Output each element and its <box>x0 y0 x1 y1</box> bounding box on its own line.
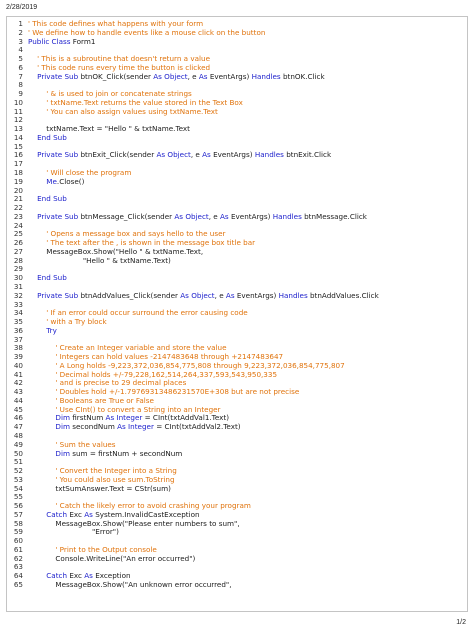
line-number: 62 <box>13 553 23 563</box>
code-text: txtSumAnswer.Text = CStr(sum) <box>28 483 171 493</box>
code-text <box>28 413 55 422</box>
line-number: 37 <box>13 334 23 344</box>
line-number: 42 <box>13 378 23 388</box>
code-text <box>28 238 46 247</box>
code-keyword: As Object <box>156 150 191 160</box>
line-number: 22 <box>13 203 23 213</box>
line-number: 35 <box>13 317 23 327</box>
code-comment: ' Create an Integer variable and store the value <box>55 343 227 353</box>
line-number: 59 <box>13 527 23 537</box>
line-number: 20 <box>13 185 23 195</box>
code-text <box>28 449 55 458</box>
line-number: 27 <box>13 246 23 256</box>
code-comment: ' Convert the Integer into a String <box>55 466 177 476</box>
code-text: MessageBox.Show("An unknown error occurred", <box>28 580 232 589</box>
line-number: 30 <box>13 273 23 283</box>
code-comment: ' with a Try block <box>46 317 107 327</box>
line-number: 32 <box>13 290 23 300</box>
code-line <box>7 38 467 47</box>
code-comment: ' Use CInt() to convert a String into an Integer <box>55 404 221 414</box>
code-text: btnOK.Click <box>280 71 325 81</box>
code-text <box>28 475 55 484</box>
code-comment: ' The text after the , is shown in the message box title bar <box>46 238 256 248</box>
code-keyword: Public Class <box>28 36 71 46</box>
code-line <box>7 213 467 222</box>
code-comment: ' Decimal holds +/-79,228,162,514,264,337,593,543,950,335 <box>55 369 278 379</box>
line-number: 38 <box>13 343 23 353</box>
code-keyword: As <box>84 509 93 519</box>
code-comment: ' This code runs every time the button is clicked <box>37 62 211 72</box>
code-text <box>28 63 37 72</box>
code-text: btnOK_Click(sender <box>78 71 154 81</box>
code-line <box>7 327 467 336</box>
line-number: 56 <box>13 501 23 511</box>
code-line <box>7 423 467 432</box>
code-comment: ' You could also use sum.ToString <box>55 474 175 484</box>
code-keyword: End Sub <box>37 273 67 283</box>
code-line <box>7 292 467 301</box>
line-number: 51 <box>13 457 23 467</box>
line-number: 49 <box>13 439 23 449</box>
line-number: 57 <box>13 509 23 519</box>
code-text: EventArgs) <box>207 71 252 81</box>
line-number: 25 <box>13 229 23 239</box>
code-text <box>28 510 46 519</box>
code-text <box>28 273 37 282</box>
code-comment: ' This code defines what happens with your form <box>28 19 204 28</box>
code-text <box>28 545 55 554</box>
line-number: 40 <box>13 360 23 370</box>
line-number: 48 <box>13 430 23 440</box>
code-text <box>28 343 55 352</box>
line-number: 52 <box>13 466 23 476</box>
line-number: 44 <box>13 395 23 405</box>
line-number: 18 <box>13 168 23 178</box>
code-text <box>28 370 55 379</box>
code-text <box>28 361 55 370</box>
code-lines <box>7 20 467 590</box>
code-text <box>28 229 46 238</box>
code-text: Exc <box>67 571 85 581</box>
code-keyword: As Integer <box>105 413 143 423</box>
code-comment: ' You can also assign values using txtName.Text <box>46 106 218 116</box>
code-keyword: Dim <box>55 448 70 458</box>
print-date: 2/28/2019 <box>6 4 38 11</box>
line-number: 9 <box>18 89 23 99</box>
code-keyword: Handles <box>251 71 281 81</box>
line-number: 7 <box>18 71 23 81</box>
code-keyword: As <box>84 571 93 581</box>
code-text <box>28 422 55 431</box>
code-text: = CInt(txtAddVal2.Text) <box>153 422 241 432</box>
code-comment: ' txtName.Text returns the value stored in the Text Box <box>46 97 243 107</box>
code-keyword: As Object <box>153 71 188 81</box>
page-number: 1/2 <box>456 619 466 626</box>
code-line <box>7 257 467 266</box>
code-text: , e <box>190 150 203 160</box>
code-line <box>7 274 467 283</box>
code-text <box>28 177 46 186</box>
code-comment: ' & is used to join or concatenate strings <box>46 89 192 99</box>
code-listing <box>6 16 468 612</box>
code-line <box>7 73 467 82</box>
line-number: 63 <box>13 562 23 572</box>
code-keyword: Dim <box>55 422 70 432</box>
code-text <box>28 72 37 81</box>
code-text <box>28 501 55 510</box>
code-keyword: Catch <box>46 571 68 581</box>
code-text <box>28 107 46 116</box>
code-text <box>28 352 55 361</box>
code-text <box>28 317 46 326</box>
code-text: System.InvalidCastException <box>92 509 200 519</box>
code-text: , e <box>187 71 199 81</box>
code-text <box>28 466 55 475</box>
code-text <box>28 54 37 63</box>
line-number: 3 <box>18 36 23 46</box>
line-number: 33 <box>13 299 23 309</box>
code-text: Console.WriteLine("An error occurred") <box>28 553 196 563</box>
code-line <box>7 151 467 160</box>
line-number: 21 <box>13 194 23 204</box>
code-keyword: Private Sub <box>37 150 79 160</box>
line-number: 5 <box>18 54 23 64</box>
code-text: btnAddValues.Click <box>307 290 379 300</box>
code-line <box>7 187 467 196</box>
code-text <box>28 212 37 221</box>
code-comment: ' This is a subroutine that doesn't return a value <box>37 54 211 64</box>
code-line <box>7 485 467 494</box>
code-text: .Close() <box>56 176 85 186</box>
code-text: firstNum <box>69 413 106 423</box>
line-number: 55 <box>13 492 23 502</box>
code-line <box>7 178 467 187</box>
code-text <box>28 571 46 580</box>
line-number: 41 <box>13 369 23 379</box>
code-comment: ' Opens a message box and says hello to the user <box>46 229 226 239</box>
code-comment: ' A Long holds -9,223,372,036,854,775,808 through 9,223,372,036,854,775,807 <box>55 360 345 370</box>
line-number: 13 <box>13 124 23 134</box>
code-text: MessageBox.Show("Please enter numbers to sum", <box>28 518 240 528</box>
code-text <box>28 133 37 142</box>
code-keyword: Dim <box>55 413 70 423</box>
code-keyword: Handles <box>254 150 284 160</box>
code-text <box>28 291 37 300</box>
code-text <box>28 194 37 203</box>
code-comment: ' and is precise to 29 decimal places <box>55 378 187 388</box>
line-number: 64 <box>13 571 23 581</box>
code-text <box>28 378 55 387</box>
code-text <box>28 89 46 98</box>
code-text <box>28 405 55 414</box>
line-number: 15 <box>13 141 23 151</box>
line-number: 53 <box>13 474 23 484</box>
line-number: 47 <box>13 422 23 432</box>
code-text <box>28 98 46 107</box>
code-text: "Hello " & txtName.Text) <box>28 255 171 265</box>
code-line <box>7 134 467 143</box>
code-line <box>7 265 467 274</box>
line-number: 28 <box>13 255 23 265</box>
line-number: 16 <box>13 150 23 160</box>
line-number: 19 <box>13 176 23 186</box>
code-line <box>7 555 467 564</box>
line-number: 36 <box>13 325 23 335</box>
code-line <box>7 528 467 537</box>
code-text: btnAddValues_Click(sender <box>78 290 181 300</box>
code-text: sum = firstNum + secondNum <box>69 448 183 458</box>
code-text: btnExit_Click(sender <box>78 150 157 160</box>
line-number: 58 <box>13 518 23 528</box>
code-keyword: Private Sub <box>37 71 79 81</box>
code-keyword: As <box>198 71 208 81</box>
code-comment: ' Booleans are True or False <box>55 395 154 405</box>
line-number: 11 <box>13 106 23 116</box>
code-line <box>7 318 467 327</box>
code-text: EventArgs) <box>228 211 273 221</box>
line-number: 61 <box>13 544 23 554</box>
code-keyword: Private Sub <box>37 290 79 300</box>
line-number: 65 <box>13 580 23 589</box>
line-number: 17 <box>13 159 23 169</box>
code-text: btnMessage.Click <box>301 211 367 221</box>
code-keyword: As Integer <box>117 422 154 432</box>
code-keyword: End Sub <box>37 132 67 142</box>
code-text: btnMessage_Click(sender <box>78 211 175 221</box>
code-keyword: Try <box>46 325 57 335</box>
code-line <box>7 125 467 134</box>
code-keyword: Catch <box>46 509 68 519</box>
code-keyword: End Sub <box>37 194 67 204</box>
line-number: 26 <box>13 238 23 248</box>
code-comment: ' We define how to handle events like a mouse click on the button <box>28 27 266 37</box>
code-text: , e <box>214 290 226 300</box>
line-number: 45 <box>13 404 23 414</box>
code-keyword: As <box>225 290 235 300</box>
line-number: 24 <box>13 220 23 230</box>
code-text <box>28 150 37 159</box>
code-comment: ' Sum the values <box>55 439 116 449</box>
line-number: 2 <box>18 27 23 37</box>
code-keyword: Handles <box>278 290 308 300</box>
line-number: 10 <box>13 97 23 107</box>
code-comment: ' If an error could occur surround the error causing code <box>46 308 248 318</box>
code-line <box>7 195 467 204</box>
code-text <box>28 168 46 177</box>
code-text <box>28 387 55 396</box>
code-line <box>7 108 467 117</box>
line-number: 50 <box>13 448 23 458</box>
code-text <box>28 326 46 335</box>
code-text <box>28 396 55 405</box>
code-keyword: Private Sub <box>37 211 79 221</box>
code-keyword: Handles <box>272 211 302 221</box>
code-text: txtName.Text = "Hello " & txtName.Text <box>28 124 190 134</box>
code-comment: ' Doubles hold +/-1.79769313486231570E+308 but are not precise <box>55 387 300 397</box>
code-text: = CInt(txtAddVal1.Text) <box>142 413 230 423</box>
code-text: EventArgs) <box>234 290 279 300</box>
code-keyword: Me <box>46 176 57 186</box>
line-number: 12 <box>13 115 23 125</box>
code-comment: ' Catch the likely error to avoid crashing your program <box>55 501 251 511</box>
line-number: 60 <box>13 536 23 546</box>
code-keyword: As <box>202 150 211 160</box>
code-keyword: As Object <box>174 211 209 221</box>
line-number: 54 <box>13 483 23 493</box>
line-number: 43 <box>13 387 23 397</box>
line-number: 8 <box>18 80 23 90</box>
code-keyword: As Object <box>180 290 215 300</box>
line-number: 14 <box>13 132 23 142</box>
line-number: 4 <box>18 45 23 55</box>
code-line <box>7 581 467 590</box>
code-keyword: As <box>220 211 229 221</box>
line-number: 6 <box>18 62 23 72</box>
code-text: Form1 <box>70 36 96 46</box>
code-text: EventArgs) <box>210 150 255 160</box>
code-comment: ' Print to the Output console <box>55 544 157 554</box>
line-number: 34 <box>13 308 23 318</box>
line-number: 31 <box>13 281 23 291</box>
code-text <box>28 308 46 317</box>
line-number: 1 <box>18 19 23 28</box>
code-text: "Error") <box>28 527 119 537</box>
code-text: , e <box>208 211 221 221</box>
code-text: Exc <box>67 509 85 519</box>
code-text: btnExit.Click <box>283 150 332 160</box>
code-text <box>28 440 55 449</box>
line-number: 39 <box>13 352 23 362</box>
line-number: 23 <box>13 211 23 221</box>
code-comment: ' Will close the program <box>46 168 132 178</box>
code-comment: ' Integers can hold values -2147483648 through +2147483647 <box>55 352 284 362</box>
line-number: 46 <box>13 413 23 423</box>
code-text: secondNum <box>69 422 118 432</box>
code-line <box>7 450 467 459</box>
code-text: Exception <box>92 571 131 581</box>
line-number: 29 <box>13 264 23 274</box>
code-text: MessageBox.Show("Hello " & txtName.Text, <box>28 246 204 256</box>
